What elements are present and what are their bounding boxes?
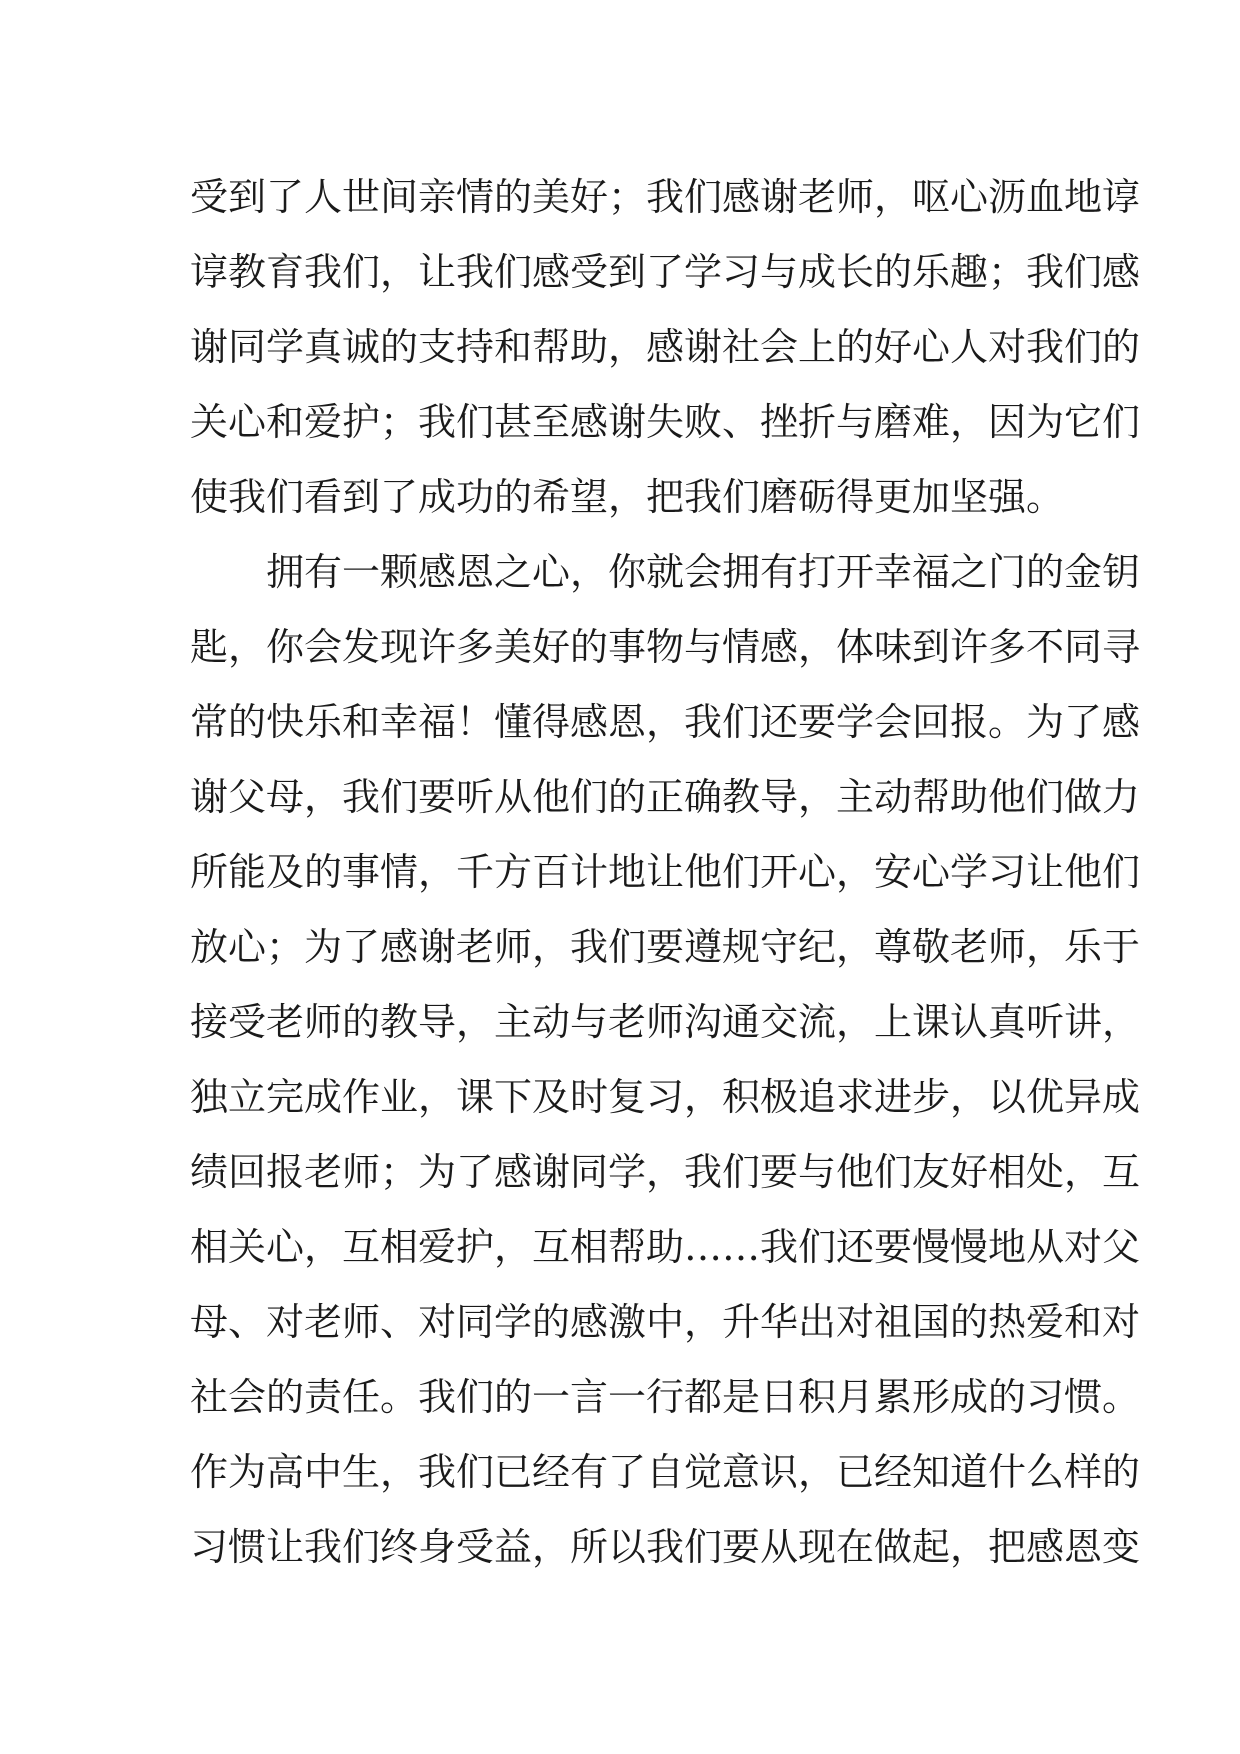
text-line: 习惯让我们终身受益，所以我们要从现在做起，把感恩变	[190, 1525, 1141, 1569]
body-text	[190, 160, 1141, 1585]
text-line: 所能及的事情，千方百计地让他们开心，安心学习让他们	[190, 850, 1141, 894]
text-line: 匙，你会发现许多美好的事物与情感，体味到许多不同寻	[190, 625, 1141, 669]
paragraph-start-line: 拥有一颗感恩之心，你就会拥有打开幸福之门的金钥	[266, 550, 1141, 594]
text-line: 谆教育我们，让我们感受到了学习与成长的乐趣；我们感	[190, 250, 1141, 294]
text-line: 谢同学真诚的支持和帮助，感谢社会上的好心人对我们的	[190, 325, 1141, 369]
text-line: 绩回报老师；为了感谢同学，我们要与他们友好相处，互	[190, 1150, 1141, 1194]
text-line: 相关心，互相爱护，互相帮助……我们还要慢慢地从对父	[190, 1225, 1141, 1269]
text-line: 关心和爱护；我们甚至感谢失败、挫折与磨难，因为它们	[190, 400, 1141, 444]
text-line: 放心；为了感谢老师，我们要遵规守纪，尊敬老师，乐于	[190, 925, 1141, 969]
paragraph-end-line: 使我们看到了成功的希望，把我们磨砺得更加坚强。	[190, 475, 1065, 519]
text-line: 常的快乐和幸福！懂得感恩，我们还要学会回报。为了感	[190, 700, 1141, 744]
text-line: 母、对老师、对同学的感激中，升华出对祖国的热爱和对	[190, 1300, 1141, 1344]
text-line: 接受老师的教导，主动与老师沟通交流，上课认真听讲，	[190, 1000, 1141, 1044]
text-line: 作为高中生，我们已经有了自觉意识，已经知道什么样的	[190, 1450, 1141, 1494]
text-line: 谢父母，我们要听从他们的正确教导，主动帮助他们做力	[190, 775, 1141, 819]
text-line: 独立完成作业，课下及时复习，积极追求进步，以优异成	[190, 1075, 1141, 1119]
text-line: 受到了人世间亲情的美好；我们感谢老师，呕心沥血地谆	[190, 175, 1141, 219]
text-line: 社会的责任。我们的一言一行都是日积月累形成的习惯。	[190, 1375, 1141, 1419]
